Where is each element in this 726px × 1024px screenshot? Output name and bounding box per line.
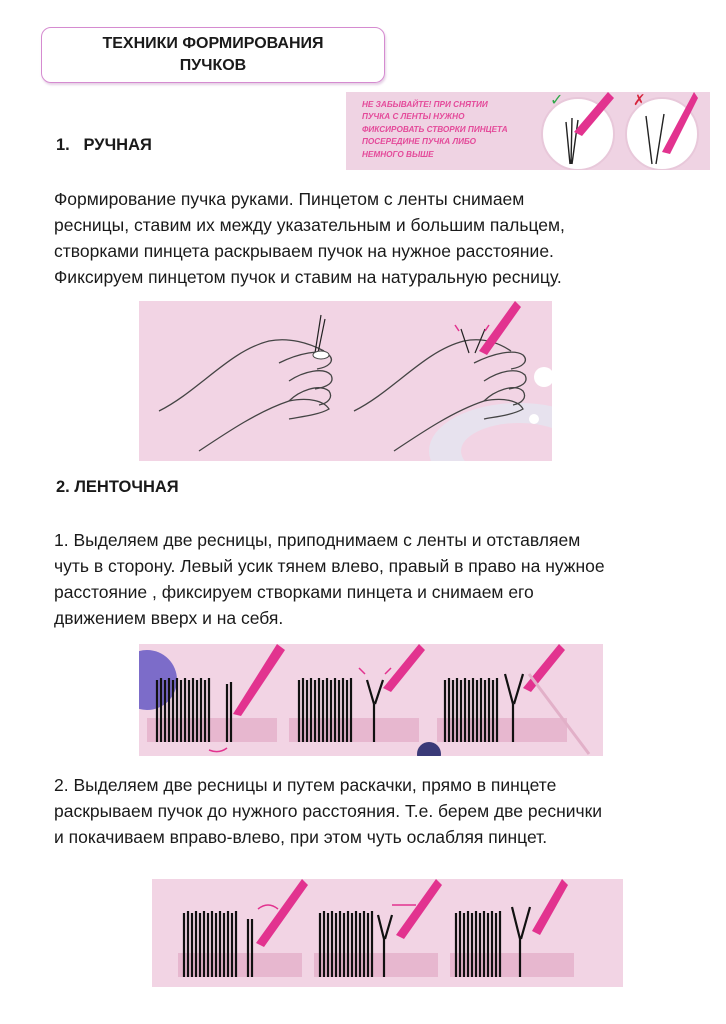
step-2-line-2: раскрываем пучок до нужного расстояния. Т.е. берем две реснички [54,801,603,821]
section-2-step-2 [54,772,704,850]
step-1-line-1: 1. Выделяем две ресницы, приподнимаем с ленты и отставляем [54,530,581,550]
note-line-1: НЕ ЗАБЫВАЙТЕ! ПРИ СНЯТИИ [362,100,488,109]
step-1-line-3: расстояние , фиксируем створками пинцета и снимаем его [54,582,534,602]
step-2-line-3: и покачиваем вправо-влево, при этом чуть ослабляя пинцет. [54,827,548,847]
section-1-paragraph [54,186,704,290]
lash-strip-illustration-1 [139,644,603,756]
hands-illustration [139,301,552,461]
title-line-2: ПУЧКОВ [179,57,247,74]
title-line-1: ТЕХНИКИ ФОРМИРОВАНИЯ [102,35,324,52]
section-2-heading: 2. ЛЕНТОЧНАЯ [56,478,179,496]
title-box [41,27,385,83]
cross-icon: ✗ [633,92,646,109]
note-line-5: НЕМНОГО ВЫШЕ [362,149,434,159]
section-1-line-3: створками пинцета раскрываем пучок на нужное расстояние. [54,241,554,261]
note-line-2: ПУЧКА С ЛЕНТЫ НУЖНО [362,112,465,122]
section-1-line-1: Формирование пучка руками. Пинцетом с ленты снимаем [54,189,525,209]
step-1-line-2: чуть в сторону. Левый усик тянем влево, правый в право на нужное [54,556,605,576]
step-1-line-4: движением вверх и на себя. [54,608,284,628]
lash-strip-illustration-2 [152,879,623,987]
section-1-heading: 1. РУЧНАЯ [56,136,152,154]
section-1-line-4: Фиксируем пинцетом пучок и ставим на натуральную ресницу. [54,267,562,287]
note-banner [346,92,710,170]
note-line-4: ПОСЕРЕДИНЕ ПУЧКА ЛИБО [362,137,477,147]
section-2-step-1 [54,527,704,631]
note-banner-illustration [346,92,710,170]
section-1-line-2: ресницы, ставим их между указательным и большим пальцем, [54,215,565,235]
step-2-line-1: 2. Выделяем две ресницы и путем раскачки, прямо в пинцете [54,775,557,795]
check-icon: ✓ [550,92,564,109]
note-line-3: ФИКСИРОВАТЬ СТВОРКИ ПИНЦЕТА [362,124,508,134]
